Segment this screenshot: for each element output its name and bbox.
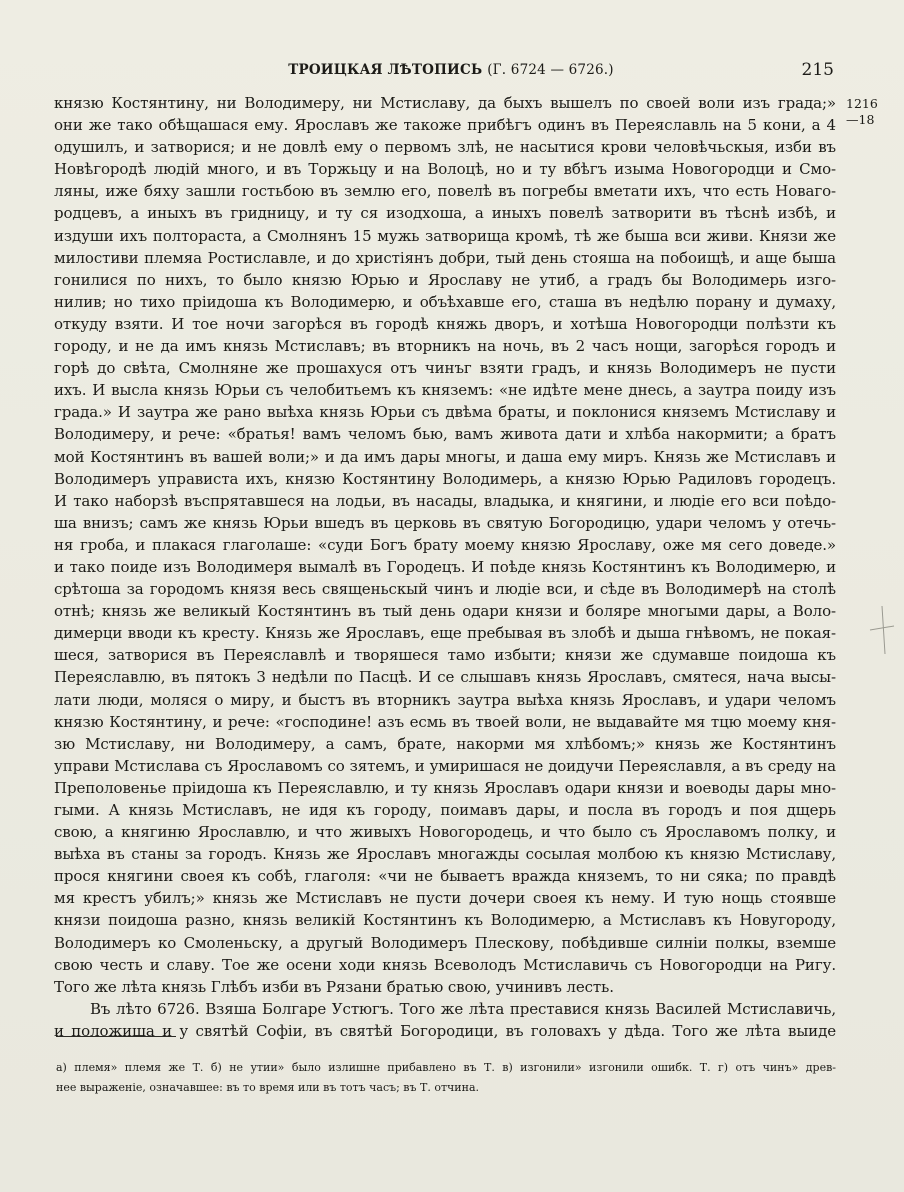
text-line: управи Мстислава съ Ярославомъ со зятемъ, и умиришася не доидучи Переяславля, а въ среду на — [54, 756, 836, 775]
text-line: ихъ. И высла князь Юрьи съ челобитьемъ къ княземъ: «не идѣте мене днесь, а заутра поиду изъ — [54, 381, 836, 400]
text-line: Новѣгородѣ людій много, и въ Торжьцу и на Волоцѣ, но и ту вбѣгъ изыма Новогородци и Смо- — [54, 160, 836, 179]
text-line: свою честь и славу. Тое же осени ходи князь Всеволодъ Мстиславичь съ Новогородци на Ригу. — [54, 955, 836, 974]
text-line: Володимеръ управиста ихъ, князю Костянтину Володимерь, а князю Юрью Радиловъ городецъ. — [54, 469, 836, 488]
text-line: нилив; но тихо пріидоша къ Володимерю, и объѣхавше его, сташа въ недѣлю порану и думаху, — [54, 292, 836, 311]
text-line: прося княгини своея къ собѣ, глаголя: «чи не бываетъ вражда княземъ, то ни сяка; по правдѣ — [54, 867, 836, 886]
text-line: гыми. А князь Мстиславъ, не идя къ городу, поимавъ дары, и посла въ городъ и поя дщерь — [54, 801, 836, 819]
text-line: срѣтоша за городомъ князя весь священьскый чинъ и людіе вси, и сѣде въ Володимерѣ на столѣ — [54, 580, 836, 599]
margin-year: 1216 — [846, 96, 878, 111]
text-line: и положиша и у святѣй Софіи, въ святѣй Богородици, въ головахъ у дѣда. Того же лѣта выиде — [54, 1021, 836, 1040]
text-line: шеся, затворися въ Переяславлѣ и творяшеся тамо избыти; князи же сдумавше поидоша къ — [54, 646, 836, 665]
text-line: Переяславлю, въ пятокъ 3 недѣли по Пасцѣ. И се слышавъ князь Ярославъ, смятеся, нача высы- — [54, 668, 836, 687]
year-range: (Г. 6724 — 6726.) — [487, 62, 614, 78]
text-line: издуши ихъ полтораста, а Смолнянъ 15 мужь затворища кромѣ, тѣ же быша вси живи. Князи же — [54, 226, 836, 245]
text-line: князю Костянтину, и рече: «господине! азъ есмь въ твоей воли, не выдавайте мя тцю моему кня- — [54, 712, 836, 731]
text-line: града.» И заутра же рано выѣха князь Юрьи съ двѣма браты, и поклонися княземъ Мстиславу и — [54, 403, 836, 422]
footnotes — [56, 1058, 836, 1098]
text-line: зю Мстиславу, ни Володимеру, а самъ, брате, накорми мя хлѣбомъ;» князь же Костянтинъ — [54, 734, 836, 753]
footnote-line: а) племя» племя же Т. б) не утии» было излишне прибавлено въ Т. в) изгонили» изгонили ошибк. Т. г) отъ чинъ» древ- — [56, 1061, 836, 1074]
text-line: отнѣ; князь же великый Костянтинъ въ тый день одари князи и боляре многыми дары, а Воло- — [54, 602, 836, 621]
text-line: ляны, иже бяху зашли гостьбою въ землю его, повелѣ въ погребы вметати ихъ, что есть Новаго- — [54, 182, 836, 201]
text-line: димерци вводи къ кресту. Князь же Ярославъ, еще пребывая въ злобѣ и дыша гнѣвомъ, не покая- — [54, 624, 836, 643]
text-line: ша внизъ; самъ же князь Юрьи вшедъ въ церковь въ святую Богородицю, удари челомъ у отечь- — [54, 513, 836, 532]
text-line-paragraph-start: Въ лѣто 6726. Взяша Болгаре Устюгъ. Того же лѣта преставися князь Василей Мстиславичь, — [90, 999, 836, 1018]
text-line: Володимеръ ко Смоленьску, а другый Володимеръ Плескову, побѣдивше силніи полкы, вземше — [54, 933, 836, 952]
text-line: свою, а княгиню Ярославлю, и что живыхъ Новогородець, и что было съ Ярославомъ полку, и — [54, 823, 836, 842]
chronicle-title: ТРОИЦКАЯ ЛѢТОПИСЬ — [288, 62, 483, 78]
text-line: лати люди, моляся о миру, и быстъ въ вторникъ заутра выѣха князь Ярославъ, и удари челомъ — [54, 690, 836, 709]
page-number: 215 — [801, 60, 834, 80]
text-line: милостиви племяа Ростиславле, и до христіянъ добри, тый день стояша на побоищѣ, и аще быша — [54, 248, 836, 267]
text-line: ня гроба, и плакася глаголаше: «суди Богъ брату моему князю Ярославу, оже мя сего доведе.» — [54, 535, 836, 554]
text-line: мя крестъ убилъ;» князь же Мстиславъ не пусти дочери своея къ нему. И тую нощь стоявше — [54, 889, 836, 908]
text-line: И тако наборзѣ въспрятавшеся на лодьи, въ насады, владыка, и княгини, и людіе его вси поѣдо- — [54, 491, 836, 510]
text-line: Того же лѣта князь Глѣбъ изби въ Рязани братью свою, учинивъ лесть. — [54, 977, 614, 996]
text-line: городу, и не да имъ князь Мстиславъ; въ вторникъ на ночь, въ 2 часъ нощи, загорѣся городъ и — [54, 337, 836, 356]
margin-pencil-mark-icon — [868, 604, 896, 656]
margin-year-range: —18 — [846, 112, 875, 127]
text-line: князю Костянтину, ни Володимеру, ни Мстиславу, да быхъ вышелъ по своей воли изъ града;» — [54, 94, 836, 112]
text-line: родцевъ, а иныхъ въ гридницу, и ту ся изодхоша, а иныхъ повелѣ затворити въ тѣснѣ избѣ, и — [54, 204, 836, 223]
text-line: гонилися по нихъ, то было князю Юрью и Ярославу не утиб, а градъ бы Володимерь изго- — [54, 270, 836, 289]
text-line: князи поидоша разно, князь великій Костянтинъ къ Володимерю, а Мстиславъ къ Новугороду, — [54, 911, 836, 930]
page-header — [56, 60, 846, 84]
text-line: мой Костянтинъ въ вашей воли;» и да имъ дары многы, и даша ему миръ. Князь же Мстиславъ и — [54, 447, 836, 466]
text-line: одушилъ, и затворися; и не довлѣ ему о первомъ злѣ, не насытися крови человѣчьскыя, изби въ — [54, 138, 836, 157]
text-line: выѣха въ станы за городъ. Князь же Ярославъ многажды сосылая молбою къ князю Мстиславу, — [54, 845, 836, 864]
text-line: Володимеру, и рече: «братья! вамъ челомъ бью, вамъ живота дати и хлѣба накормити; а братъ — [54, 425, 836, 444]
main-text-column — [54, 92, 836, 1042]
text-line: горѣ до свѣта, Смолняне же прошахуся отъ чинъг взяти градъ, и князь Володимеръ не пусти — [54, 359, 836, 378]
text-line: они же тако обѣщашася ему. Ярославъ же такоже прибѣгъ одинъ въ Переяславль на 5 кони, а 4 — [54, 116, 836, 135]
footnote-line: нее выраженіе, означавшее: въ то время или въ тотъ часъ; въ Т. отчина. — [56, 1081, 480, 1094]
text-line: Преполовеньe пріидоша къ Переяславлю, и ту князь Ярославъ одари князи и воеводы дары мно- — [54, 778, 836, 797]
footnote-separator — [56, 1036, 176, 1037]
running-title — [56, 62, 846, 78]
text-line: откуду взяти. И тое ночи загорѣся въ городѣ княжь дворъ, и хотѣша Новогородци полѣзти къ — [54, 314, 836, 333]
text-line: и тако поиде изъ Володимеря вымалѣ въ Городецъ. И поѣде князь Костянтинъ къ Володимерю, и — [54, 557, 836, 576]
